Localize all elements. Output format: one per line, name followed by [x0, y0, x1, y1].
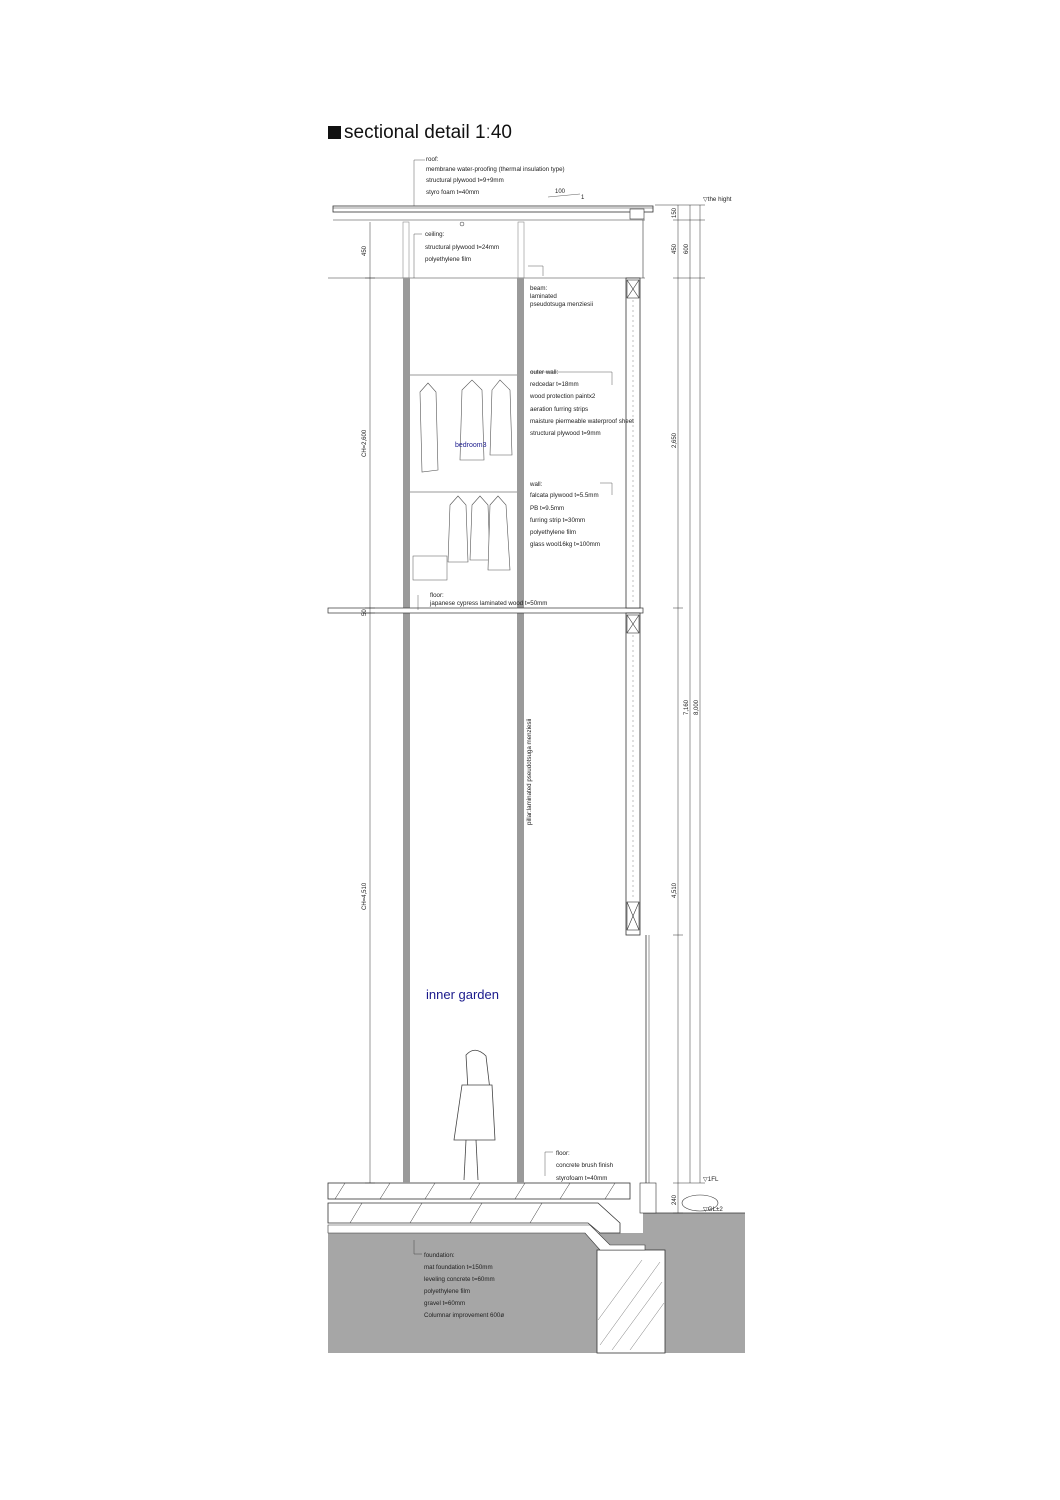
dim-left-ch-lower: CH=4,510 — [362, 882, 368, 910]
pillar-left-top — [403, 222, 409, 278]
dim-right-8000: 8,000 — [694, 699, 700, 715]
roof-slope-rise: 1 — [581, 195, 585, 201]
pile-column — [597, 1250, 665, 1353]
pillar-note: pillar:laminated pseudotsuga menziesii — [526, 718, 533, 825]
outer-wall-line-5: structural plywood t=9mm — [530, 430, 601, 437]
wall-line-2: PB t=9.5mm — [530, 505, 565, 512]
ground-floor-line-1: concrete brush finish — [556, 1162, 614, 1169]
beam-line-2: laminated — [530, 293, 557, 300]
outer-wall-line-3: aeration furring strips — [530, 406, 589, 413]
drawing-title-text: sectional detail 1ː40 — [344, 122, 512, 143]
upper-floor-slab — [328, 608, 643, 613]
wall-heading: wall: — [530, 481, 543, 488]
ceiling-line-2: polyethylene film — [425, 256, 472, 263]
dim-right-4510: 4,510 — [672, 882, 678, 898]
inner-garden-label: inner garden — [426, 987, 499, 1002]
wall-line-5: glass wool16kg t=100mm — [530, 541, 600, 548]
sill — [640, 1183, 656, 1213]
foundation-line-2: leveling concrete t=60mm — [424, 1276, 495, 1283]
pillar-right — [517, 278, 524, 1183]
foundation-line-1: mat foundation t=150mm — [424, 1264, 493, 1271]
roof-bolt-icon — [460, 222, 464, 226]
outer-wall-upper — [626, 278, 640, 608]
dim-right-150: 150 — [672, 207, 678, 218]
outer-wall-heading: outer wall: — [530, 369, 559, 376]
outer-wall-line-4: maisture piermeable waterproof sheet — [530, 418, 634, 425]
level-gl: ▽GL±2 — [703, 1206, 723, 1213]
level-top: ▽the hight — [703, 196, 732, 203]
dim-right-450: 450 — [672, 243, 678, 254]
foundation-heading: foundation: — [424, 1252, 455, 1259]
bedroom-label: bedroom3 — [455, 442, 487, 449]
beam-line-3: pseudotsuga menziesii — [530, 301, 593, 308]
pillar-right-top — [518, 222, 524, 278]
roof-line-3: styro foam t=40mm — [426, 189, 480, 196]
roof-slope-run: 100 — [555, 189, 566, 195]
dim-left-450: 450 — [362, 245, 368, 256]
foundation-line-5: Columnar improvement 600ø — [424, 1312, 505, 1319]
roof-edge — [630, 209, 644, 219]
ceiling-line-1: structural plywood t=24mm — [425, 244, 500, 251]
ground-floor-line-2: styrofoam t=40mm — [556, 1175, 608, 1182]
dimension-lines-left — [365, 222, 375, 1183]
roof-slab — [333, 206, 653, 212]
mat-foundation — [328, 1183, 630, 1199]
ground-floor-heading: floor: — [556, 1150, 570, 1157]
wall-line-3: furring strip t=30mm — [530, 517, 586, 524]
dim-left-50: 50 — [362, 609, 368, 616]
roof-line-1: membrane water-proofing (thermal insulation type) — [426, 166, 565, 173]
hanging-clothes-icon — [420, 380, 512, 570]
pillar-left — [403, 278, 410, 1183]
outer-wall-line-1: redcedar t=18mm — [530, 381, 579, 388]
upper-floor-heading: floor: — [430, 592, 444, 599]
person-silhouette-icon — [454, 1050, 495, 1180]
dim-right-2650: 2,650 — [672, 432, 678, 448]
roof-heading: roof: — [426, 156, 439, 163]
outer-wall-line-2: wood protection paintx2 — [530, 393, 596, 400]
foundation-line-3: polyethylene film — [424, 1288, 471, 1295]
storage-box — [413, 556, 447, 580]
level-1fl: ▽1FL — [703, 1176, 719, 1183]
ceiling-heading: ceiling: — [425, 231, 445, 238]
dim-right-240: 240 — [672, 1194, 678, 1205]
wall-line-4: polyethylene film — [530, 529, 577, 536]
upper-floor-line-1: japanese cypress laminated wood t=50mm — [430, 600, 548, 607]
foundation-line-4: gravel t=60mm — [424, 1300, 466, 1307]
dim-right-600: 600 — [684, 243, 690, 254]
beam-line-1: beam: — [530, 285, 548, 292]
leader-lines — [414, 160, 612, 1254]
dim-right-7160: 7,160 — [684, 699, 690, 715]
wall-line-1: falcata plywood t=5.5mm — [530, 492, 599, 499]
dim-left-ch-upper: CH=2,600 — [362, 429, 368, 457]
roof-line-2: structural plywood t=9+9mm — [426, 177, 504, 184]
